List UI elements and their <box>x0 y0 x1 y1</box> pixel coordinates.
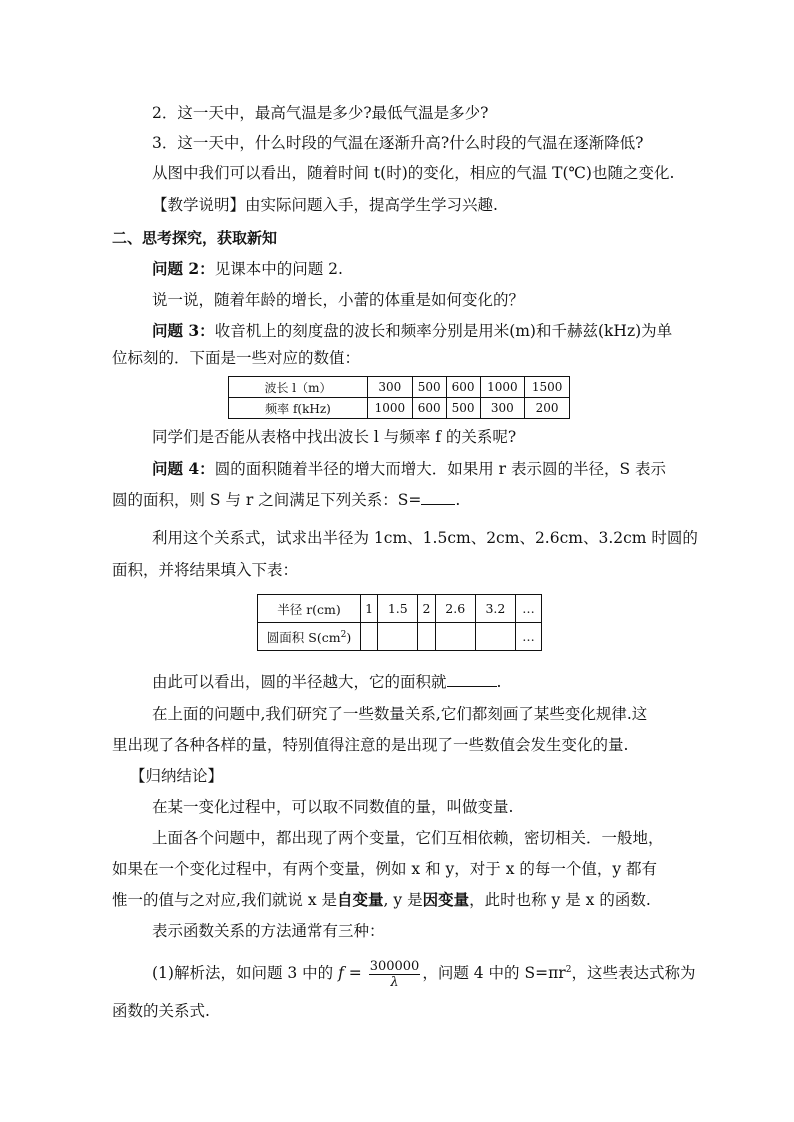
text-segment: ，此时也称 y 是 x 的函数. <box>469 891 651 909</box>
area-label-close: ) <box>346 629 352 645</box>
table-cell: … <box>516 595 542 623</box>
question-2-text: 2．这一天中，最高气温是多少?最低气温是多少? <box>152 104 489 122</box>
function-definition: 上面各个问题中，都出现了两个变量，它们互相依赖，密切相关．一般地， <box>152 829 664 847</box>
analytic-method <box>152 954 752 990</box>
conclusion-sentence: 由此可以看出，圆的半径越大，它的面积就 <box>152 673 447 691</box>
table-row <box>229 377 570 398</box>
problem-4-text: 圆的面积随着半径的增大而增大．如果用 r 表示圆的半径，S 表示 <box>214 460 666 478</box>
table-cell: 500 <box>412 377 446 398</box>
text-segment: (1)解析法，如问题 3 中的 <box>152 964 339 983</box>
problem-3 <box>152 321 752 341</box>
fraction <box>369 959 421 990</box>
table-cell[interactable] <box>418 623 435 651</box>
table-cell[interactable] <box>378 623 418 651</box>
table-cell[interactable] <box>435 623 475 651</box>
paragraph-text: 在上面的问题中,我们研究了一些数量关系,它们都刻画了某些变化规律.这 <box>152 705 648 723</box>
independent-variable-term: 自变量 <box>337 890 384 909</box>
table-cell: 3.2 <box>475 595 515 623</box>
table-cell: 1 <box>361 595 378 623</box>
problem-2-label: 问题 2： <box>152 259 215 278</box>
table-cell: 1000 <box>480 377 525 398</box>
fraction-numerator: 300000 <box>369 958 420 974</box>
text-segment: 惟一的值与之对应,我们就说 x 是 <box>112 891 338 909</box>
table-cell: 1000 <box>368 398 413 419</box>
problem-4-text-cont <box>112 490 712 510</box>
problem-2-text: 见课本中的问题 2. <box>214 260 343 278</box>
problem-4 <box>152 459 752 479</box>
table-header-cell: 半径 r(cm) <box>258 595 361 623</box>
table-cell: 1.5 <box>378 595 418 623</box>
table-cell: 500 <box>446 398 480 419</box>
table-header-cell <box>258 623 361 651</box>
text-segment: , y 是 <box>383 891 423 909</box>
paragraph-text-cont: 里出现了各种各样的量，特别值得注意的是出现了一些数值会发生变化的量. <box>112 736 629 754</box>
table-cell: 300 <box>480 398 525 419</box>
analytic-method-cont: 函数的关系式. <box>112 1002 210 1020</box>
table-cell: 600 <box>412 398 446 419</box>
table-row <box>258 595 542 623</box>
table-header-cell: 频率 f(kHz) <box>229 398 368 419</box>
section-heading: 二、思考探究，获取新知 <box>112 229 278 247</box>
dependent-variable-term: 因变量 <box>422 890 470 909</box>
circle-area-table <box>257 594 542 651</box>
problem-4-label: 问题 4： <box>152 459 215 478</box>
problem-3-text-cont: 位标刻的．下面是一些对应的数值： <box>112 349 361 367</box>
answer-blank[interactable] <box>421 490 455 505</box>
problem-4-followup-cont: 面积，并将结果填入下表： <box>112 561 299 579</box>
period: . <box>455 491 461 509</box>
problem-4-relation-text: 圆的面积，则 S 与 r 之间满足下列关系：S= <box>112 491 422 509</box>
table-cell[interactable] <box>361 623 378 651</box>
table-row <box>229 398 570 419</box>
variable-definition: 在某一变化过程中，可以取不同数值的量，叫做变量. <box>152 798 514 816</box>
formula-variable: f <box>338 964 344 983</box>
methods-intro: 表示函数关系的方法通常有三种： <box>152 922 385 940</box>
problem-3-followup: 同学们是否能从表格中找出波长 l 与频率 f 的关系呢? <box>152 428 517 446</box>
teaching-note: 【教学说明】由实际问题入手，提高学生学习兴趣. <box>152 196 498 214</box>
equals-sign: = <box>343 964 367 983</box>
question-3-text: 3．这一天中，什么时段的气温在逐渐升高?什么时段的气温在逐渐降低? <box>152 134 644 152</box>
table-cell: 600 <box>446 377 480 398</box>
table-cell: 300 <box>368 377 413 398</box>
summary-heading: 【归纳结论】 <box>130 767 224 785</box>
problem-3-text: 收音机上的刻度盘的波长和频率分别是用米(m)和千赫兹(kHz)为单 <box>214 322 673 340</box>
area-label: 圆面积 S(cm <box>266 629 341 645</box>
table-row <box>258 623 542 651</box>
fraction-denominator: λ <box>390 974 399 990</box>
area-label-exponent: 2 <box>340 629 347 640</box>
period: . <box>496 673 502 691</box>
table-header-cell: 波长 l（m） <box>229 377 368 398</box>
answer-blank[interactable] <box>447 672 497 687</box>
wavelength-frequency-table <box>228 376 570 419</box>
text-segment: ，问题 4 中的 S=πr <box>422 964 566 983</box>
observation-text: 从图中我们可以看出，随着时间 t(时)的变化，相应的气温 T(℃)也随之变化. <box>152 164 675 182</box>
table-cell: 1500 <box>525 377 570 398</box>
problem-3-label: 问题 3： <box>152 321 215 340</box>
table-cell: … <box>516 623 542 651</box>
table-cell: 200 <box>525 398 570 419</box>
function-definition-cont: 如果在一个变化过程中，有两个变量，例如 x 和 y，对于 x 的每一个值，y 都有 <box>112 860 658 878</box>
problem-4-followup: 利用这个关系式，试求出半径为 1cm、1.5cm、2cm、2.6cm、3.2cm 时圆的 <box>152 529 698 547</box>
function-definition-terms <box>112 890 712 910</box>
table-cell: 2 <box>418 595 435 623</box>
problem-2-followup: 说一说，随着年龄的增长，小蕾的体重是如何变化的？ <box>152 291 525 309</box>
exponent: 2 <box>565 965 572 975</box>
text-segment: ，这些表达式称为 <box>571 964 696 983</box>
table-cell: 2.6 <box>435 595 475 623</box>
table-cell[interactable] <box>475 623 515 651</box>
conclusion-text <box>152 672 752 692</box>
problem-2 <box>152 259 752 279</box>
